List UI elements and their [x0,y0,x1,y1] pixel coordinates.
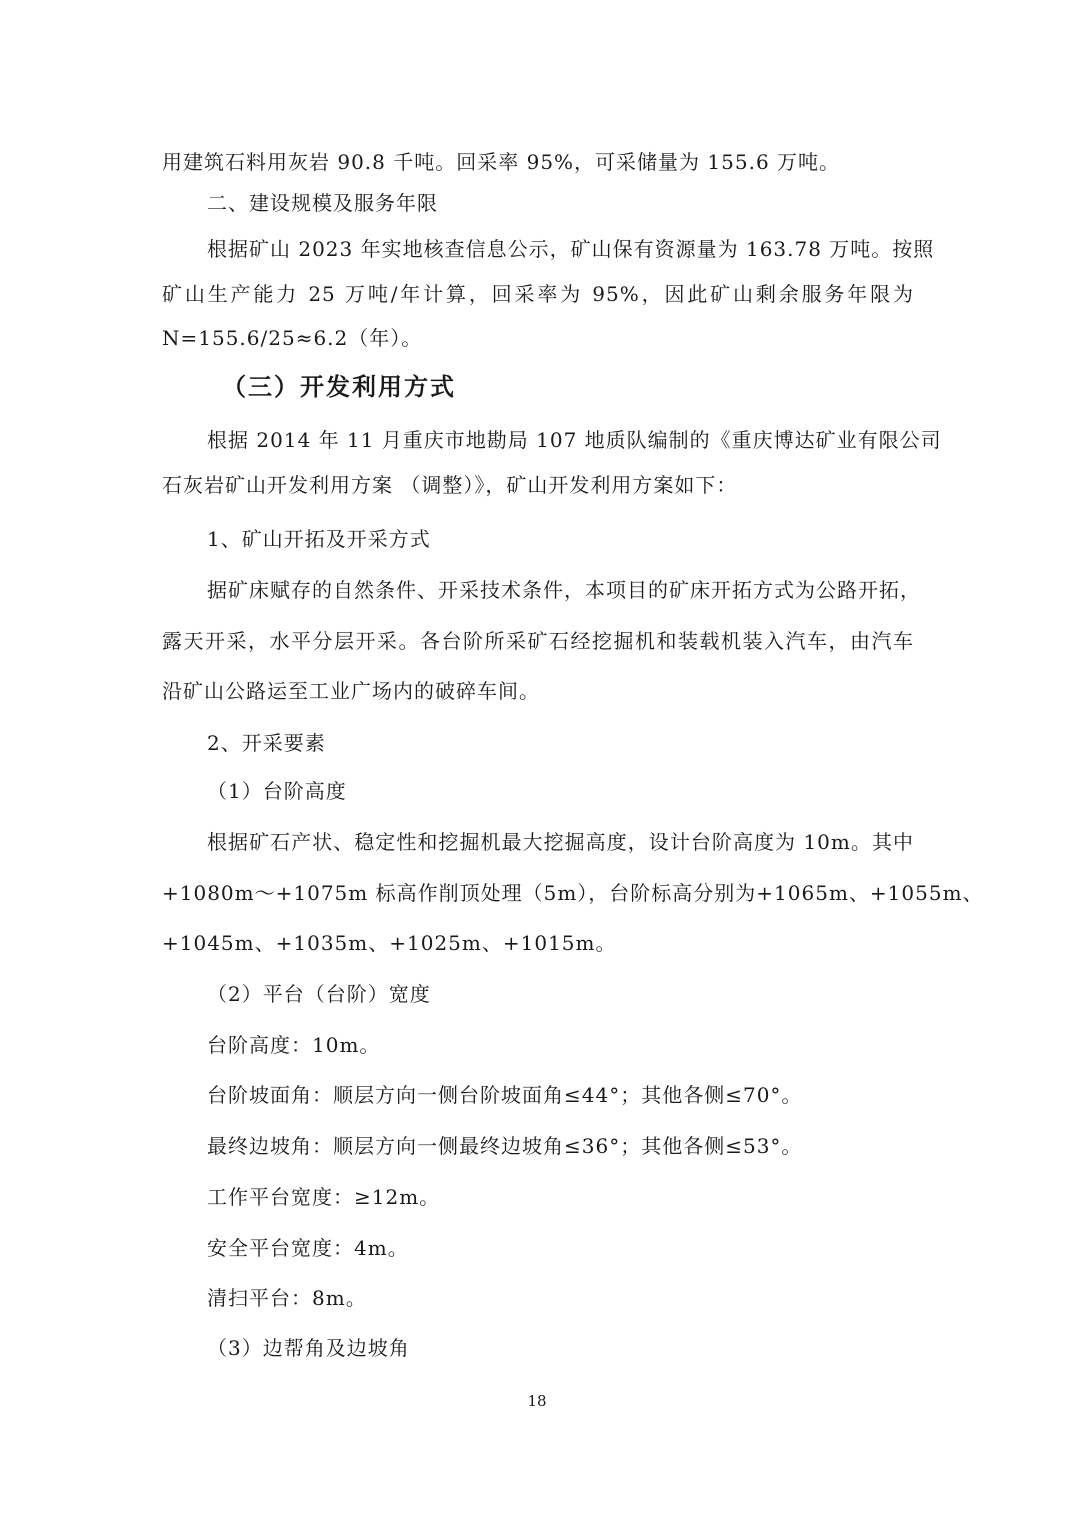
paragraph-line-service-years: N=155.6/25≈6.2（年）。 [162,326,423,350]
paragraph-line-resources: 根据矿山 2023 年实地核查信息公示，矿山保有资源量为 163.78 万吨。按照 [207,237,935,261]
subheading-bench-height: （1）台阶高度 [207,779,347,803]
paragraph-line-plan-source: 根据 2014 年 11 月重庆市地勘局 107 地质队编制的《重庆博达矿业有限公司 [207,428,942,452]
paragraph-line-transport: 沿矿山公路运至工业广场内的破碎车间。 [162,679,540,703]
item-cleaning-platform: 清扫平台：8m。 [207,1286,367,1310]
section-heading-development: （三）开发利用方式 [222,373,456,401]
paragraph-line-development-method: 据矿床赋存的自然条件、开采技术条件，本项目的矿床开拓方式为公路开拓， [207,578,921,602]
item-working-platform-width: 工作平台宽度：≥12m。 [207,1185,441,1209]
subheading-platform-width: （2）平台（台阶）宽度 [207,982,431,1006]
paragraph-line-plan-title: 石灰岩矿山开发利用方案 （调整）》，矿山开发利用方案如下： [162,473,738,497]
subheading-mining-elements: 2、开采要素 [207,731,326,755]
subheading-construction-scale: 二、建设规模及服务年限 [207,191,438,215]
paragraph-line-bench-design: 根据矿石产状、稳定性和挖掘机最大挖掘高度，设计台阶高度为 10m。其中 [207,830,914,854]
paragraph-line-bench-levels: +1080m～+1075m 标高作削顶处理（5m），台阶标高分别为+1065m、+1055m、 [162,881,984,905]
item-final-slope-angle: 最终边坡角：顺层方向一侧最终边坡角≤36°；其他各侧≤53°。 [207,1134,803,1158]
item-safety-platform-width: 安全平台宽度：4m。 [207,1236,409,1260]
item-bench-height: 台阶高度：10m。 [207,1033,381,1057]
page-number: 18 [527,1392,547,1410]
paragraph-line-capacity: 矿山生产能力 25 万吨/年计算，回采率为 95%，因此矿山剩余服务年限为 [162,282,914,306]
paragraph-line-reserves: 用建筑石料用灰岩 90.8 千吨。回采率 95%，可采储量为 155.6 万吨。 [162,150,841,174]
paragraph-line-bench-levels-continued: +1045m、+1035m、+1025m、+1015m。 [162,931,617,955]
subheading-side-angles: （3）边帮角及边坡角 [207,1336,410,1360]
subheading-mining-method: 1、矿山开拓及开采方式 [207,527,431,551]
item-bench-slope-angle: 台阶坡面角：顺层方向一侧台阶坡面角≤44°；其他各侧≤70°。 [207,1083,803,1107]
paragraph-line-open-pit: 露天开采，水平分层开采。各台阶所采矿石经挖掘机和装载机装入汽车，由汽车 [162,629,914,653]
